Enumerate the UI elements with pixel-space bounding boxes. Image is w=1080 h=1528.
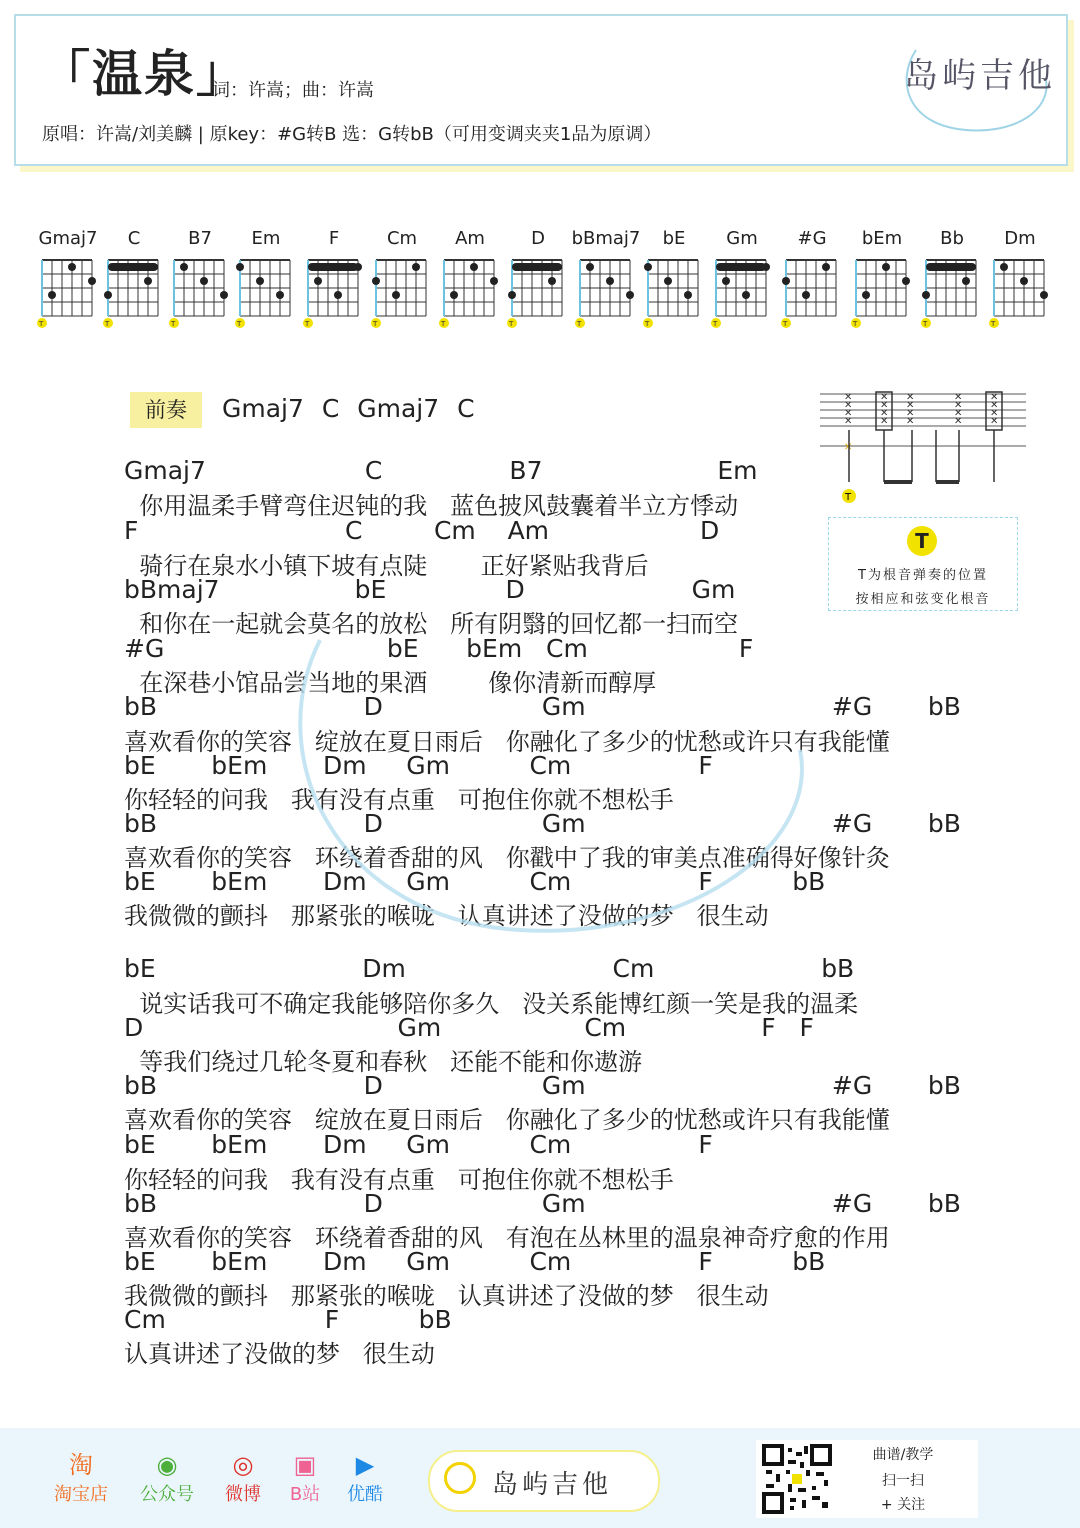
chord-diagram-icon	[302, 250, 368, 330]
svg-text:✕: ✕	[954, 408, 963, 419]
chord-line: bB D Gm #G bB	[124, 1189, 961, 1218]
chord-line: Cm F bB	[124, 1305, 452, 1334]
lyric-line: 说实话我可不确定我能够陪你多久 没关系能博红颜一笑是我的温柔	[124, 990, 859, 1018]
chord-name: D	[531, 228, 545, 249]
qr-text-3: + 关注	[880, 1497, 926, 1513]
svg-text:T: T	[991, 320, 996, 328]
svg-text:T: T	[171, 320, 176, 328]
footer-link-label: B站	[289, 1484, 321, 1505]
root-note-symbol: T	[907, 526, 937, 556]
chord-line: bE bEm Dm Gm Cm F	[124, 1130, 713, 1159]
svg-text:✕: ✕	[880, 416, 889, 427]
svg-text:T: T	[645, 320, 650, 328]
footer-link[interactable]	[208, 1450, 278, 1506]
footer-link-label: 公众号	[140, 1484, 194, 1505]
chord-name: Dm	[1004, 228, 1036, 249]
search-icon	[444, 1462, 476, 1494]
svg-text:✕: ✕	[954, 400, 963, 411]
chord-name: Bb	[940, 228, 964, 249]
search-box[interactable]	[428, 1450, 660, 1512]
lyric-line: 喜欢看你的笑容 环绕着香甜的风 有泡在丛林里的温泉神奇疗愈的作用	[124, 1224, 890, 1252]
svg-text:✕: ✕	[954, 392, 963, 403]
chord-name: bE	[662, 228, 686, 249]
svg-text:T: T	[305, 320, 310, 328]
svg-text:T: T	[39, 320, 44, 328]
footer-link[interactable]	[132, 1450, 202, 1506]
chord-diagram-icon	[370, 250, 436, 330]
root-note-legend	[828, 517, 1018, 611]
chord-name: C	[127, 228, 141, 249]
chord-diagram-icon	[642, 250, 708, 330]
svg-text:✕: ✕	[990, 416, 999, 427]
root-note-text-2: 按相应和弦变化根音	[855, 592, 991, 607]
chord-line: bE bEm Dm Gm Cm F	[124, 751, 713, 780]
chord-line: bB D Gm #G bB	[124, 692, 961, 721]
footer-link-label: 微博	[225, 1484, 261, 1505]
lyric-line: 喜欢看你的笑容 环绕着香甜的风 你戳中了我的审美点准确得好像针灸	[124, 844, 890, 872]
chord-line: Gmaj7 C B7 Em	[124, 456, 758, 485]
svg-text:✕: ✕	[844, 442, 853, 453]
svg-text:✕: ✕	[906, 416, 915, 427]
watermark-swirl-icon	[280, 600, 840, 980]
svg-text:✕: ✕	[906, 400, 915, 411]
chord-line: bB D Gm #G bB	[124, 809, 961, 838]
svg-text:T: T	[509, 320, 514, 328]
svg-text:✕: ✕	[990, 392, 999, 403]
chord-name: bEm	[861, 228, 903, 249]
chord-name: bBmaj7	[571, 228, 641, 249]
chord-line: bE Dm Cm bB	[124, 954, 855, 983]
svg-text:T: T	[577, 320, 582, 328]
chord-line: #G bE bEm Cm F	[124, 634, 754, 663]
lyric-line: 喜欢看你的笑容 绽放在夏日雨后 你融化了多少的忧愁或许只有我能懂	[124, 728, 890, 756]
svg-text:T: T	[237, 320, 242, 328]
lyric-line: 喜欢看你的笑容 绽放在夏日雨后 你融化了多少的忧愁或许只有我能懂	[124, 1106, 890, 1134]
footer-bar	[0, 1428, 1080, 1528]
chord-diagram-icon	[574, 250, 640, 330]
svg-text:✕: ✕	[880, 392, 889, 403]
intro-label: 前奏	[130, 392, 202, 428]
chord-name: B7	[188, 228, 212, 249]
chord-diagram-icon	[506, 250, 572, 330]
lyric-line: 骑行在泉水小镇下坡有点陡 正好紧贴我背后	[124, 552, 649, 580]
svg-text:✕: ✕	[844, 408, 853, 419]
svg-text:✕: ✕	[880, 408, 889, 419]
lyric-line: 和你在一起就会莫名的放松 所有阴翳的回忆都一扫而空	[124, 610, 739, 638]
chord-diagram-icon	[920, 250, 986, 330]
svg-text:✕: ✕	[844, 392, 853, 403]
svg-text:✕: ✕	[844, 400, 853, 411]
footer-link-icon: ◎	[232, 1451, 254, 1479]
chord-line: F C Cm Am D	[124, 516, 720, 545]
svg-text:T: T	[845, 492, 852, 503]
footer-link-icon: ▣	[293, 1451, 317, 1479]
search-text: 岛屿吉他	[492, 1470, 613, 1500]
footer-link-label: 淘宝店	[54, 1484, 108, 1505]
qr-code-icon	[762, 1444, 832, 1514]
chord-line: bE bEm Dm Gm Cm F bB	[124, 867, 826, 896]
song-header	[14, 14, 1068, 166]
lyric-line: 我微微的颤抖 那紧张的喉咙 认真讲述了没做的梦 很生动	[124, 902, 769, 930]
svg-text:T: T	[105, 320, 110, 328]
lyric-line: 等我们绕过几轮冬夏和春秋 还能不能和你遨游	[124, 1048, 643, 1076]
song-meta: 原唱：许嵩/刘美麟 | 原key：#G转B 选：G转bB（可用变调夹夹1品为原调）	[42, 124, 662, 145]
svg-text:✕: ✕	[880, 400, 889, 411]
chord-line: bB D Gm #G bB	[124, 1071, 961, 1100]
lyric-line: 你轻轻的问我 我有没有点重 可抱住你就不想松手	[124, 786, 674, 814]
svg-text:T: T	[923, 320, 928, 328]
qr-text-2: 扫一扫	[882, 1473, 924, 1489]
chord-diagram-icon	[710, 250, 776, 330]
chord-line: D Gm Cm F F	[124, 1013, 814, 1042]
chord-name: Cm	[386, 228, 418, 249]
footer-link[interactable]	[46, 1450, 116, 1506]
svg-text:✕: ✕	[844, 416, 853, 427]
chord-diagram-icon	[780, 250, 846, 330]
svg-text:T: T	[441, 320, 446, 328]
root-note-text-1: T为根音弹奏的位置	[858, 568, 988, 583]
chord-line: bE bEm Dm Gm Cm F bB	[124, 1247, 826, 1276]
chord-name: Gm	[726, 228, 758, 249]
footer-link-label: 优酷	[347, 1484, 383, 1505]
svg-text:✕: ✕	[954, 416, 963, 427]
brand-logo: 岛屿吉他	[904, 56, 1056, 96]
svg-text:T: T	[853, 320, 858, 328]
svg-text:T: T	[783, 320, 788, 328]
qr-panel[interactable]	[756, 1440, 978, 1518]
svg-text:T: T	[713, 320, 718, 328]
chord-name: Am	[455, 228, 485, 249]
strum-pattern-diagram	[818, 390, 1030, 512]
chord-name: Gmaj7	[38, 228, 98, 249]
svg-text:✕: ✕	[906, 408, 915, 419]
intro-chords: Gmaj7 C Gmaj7 C	[222, 394, 475, 423]
svg-text:✕: ✕	[990, 400, 999, 411]
chord-diagram-icon	[234, 250, 300, 330]
chord-diagram-icon	[438, 250, 504, 330]
lyric-line: 你用温柔手臂弯住迟钝的我 蓝色披风鼓囊着半立方悸动	[124, 492, 739, 520]
chord-name: F	[328, 228, 340, 249]
footer-link[interactable]	[330, 1450, 400, 1506]
chord-diagram-icon	[36, 250, 102, 330]
footer-link-icon: ▶	[355, 1451, 375, 1479]
qr-text-1: 曲谱/教学	[872, 1447, 934, 1463]
lyric-line: 我微微的颤抖 那紧张的喉咙 认真讲述了没做的梦 很生动	[124, 1282, 769, 1310]
chord-diagram-icon	[988, 250, 1054, 330]
chord-line: bBmaj7 bE D Gm	[124, 575, 736, 604]
svg-text:✕: ✕	[906, 392, 915, 403]
chord-name: #G	[797, 228, 827, 249]
chord-diagram-icon	[850, 250, 916, 330]
svg-text:T: T	[373, 320, 378, 328]
svg-text:✕: ✕	[990, 408, 999, 419]
lyric-line: 在深巷小馆品尝当地的果酒 像你清新而醇厚	[124, 669, 657, 697]
footer-link-icon: 淘	[69, 1451, 93, 1479]
chord-diagram-icon	[168, 250, 234, 330]
footer-link-icon: ◉	[156, 1451, 178, 1479]
song-credits: 词：许嵩；曲：许嵩	[212, 80, 374, 101]
chord-name: Em	[251, 228, 281, 249]
chord-diagram-icon	[102, 250, 168, 330]
song-title: 「温泉」	[40, 45, 248, 103]
lyric-line: 你轻轻的问我 我有没有点重 可抱住你就不想松手	[124, 1166, 674, 1194]
lyric-line: 认真讲述了没做的梦 很生动	[124, 1340, 435, 1368]
